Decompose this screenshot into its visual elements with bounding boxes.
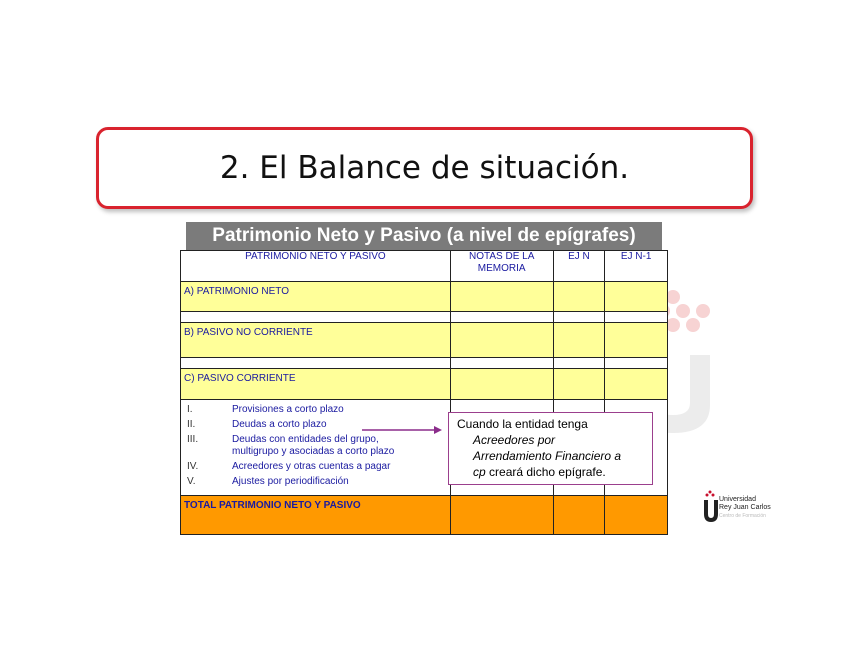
table-header-row bbox=[181, 251, 668, 282]
items-cell bbox=[181, 400, 451, 496]
callout-line: Cuando la entidad tenga bbox=[457, 417, 588, 431]
spacer-row bbox=[181, 312, 668, 323]
section-label: A) PATRIMONIO NETO bbox=[181, 282, 451, 312]
header-cell: NOTAS DE LA MEMORIA bbox=[450, 251, 553, 282]
arrow-right-icon bbox=[362, 425, 442, 435]
section-row-pasivo-corriente bbox=[181, 369, 668, 400]
slide-title-box bbox=[96, 127, 753, 209]
callout-line: Arrendamiento Financiero a bbox=[473, 449, 622, 463]
header-cell: PATRIMONIO NETO Y PASIVO bbox=[181, 251, 451, 282]
callout-line: Acreedores por bbox=[473, 433, 556, 447]
list-item: II. Deudas a corto plazo bbox=[187, 419, 327, 430]
section-label: B) PASIVO NO CORRIENTE bbox=[181, 323, 451, 358]
university-name: Universidad Rey Juan Carlos Centro de Formación bbox=[719, 496, 771, 519]
section-label: C) PASIVO CORRIENTE bbox=[181, 369, 451, 400]
header-cell: EJ N bbox=[553, 251, 605, 282]
table-banner: Patrimonio Neto y Pasivo (a nivel de epígrafes) bbox=[186, 222, 662, 250]
list-item: I. Provisiones a corto plazo bbox=[187, 404, 344, 415]
total-row bbox=[181, 496, 668, 535]
spacer-row bbox=[181, 358, 668, 369]
list-item: IV. Acreedores y otras cuentas a pagar bbox=[187, 461, 391, 472]
list-item: III. Deudas con entidades del grupo, multigrupo y asociadas a corto plazo bbox=[187, 434, 395, 457]
header-cell: EJ N-1 bbox=[605, 251, 668, 282]
section-row-pasivo-no-corriente bbox=[181, 323, 668, 358]
total-label: TOTAL PATRIMONIO NETO Y PASIVO bbox=[181, 496, 451, 535]
list-item: V. Ajustes por periodificación bbox=[187, 476, 349, 487]
callout-note bbox=[448, 412, 653, 485]
section-row-patrimonio-neto bbox=[181, 282, 668, 312]
slide-title: 2. El Balance de situación. bbox=[219, 150, 630, 186]
callout-line: cp creará dicho epígrafe. bbox=[473, 465, 606, 479]
balance-table bbox=[180, 250, 668, 535]
